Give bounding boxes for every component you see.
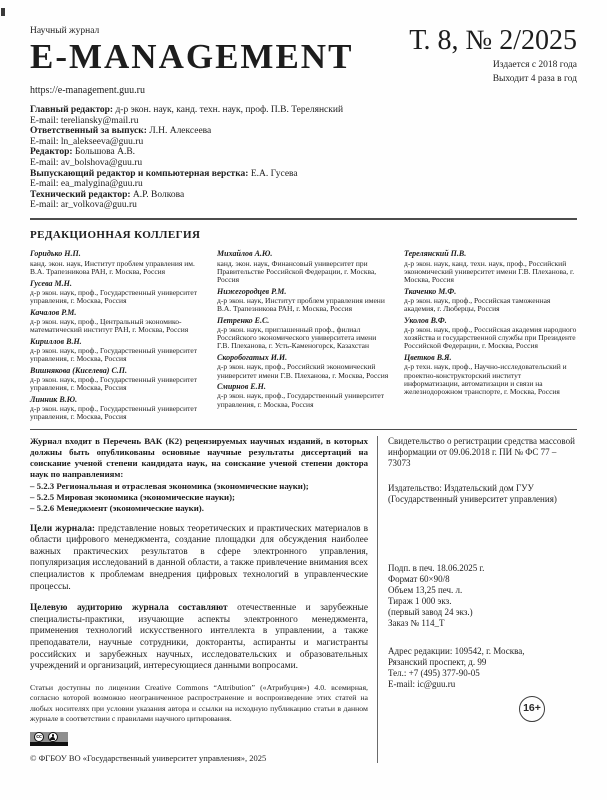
board-member xyxy=(30,338,203,364)
member-desc: д-р экон. наук, приглашенный проф., филиал Российского экономического университета имени Г.В. Плеханова, г. Усть-Каменогорск, Казахстан xyxy=(217,325,377,351)
issue-meta xyxy=(409,59,577,86)
board-member xyxy=(30,367,203,393)
board-column-2 xyxy=(217,247,390,423)
board-member xyxy=(30,309,203,335)
member-desc: д-р техн. наук, проф., Научно-исследовательский и проектно-конструкторский институт информатизации, автоматизации и связи на железнодорожном транспорте, г. Москва, Россия xyxy=(404,362,567,396)
staff-email-line xyxy=(30,200,577,211)
member-name: Скоробогатых И.И. xyxy=(217,353,288,363)
scan-artifact xyxy=(1,8,5,16)
member-desc: канд. экон. наук, Финансовый университет при Правительстве Российской Федерации, г. Москва, Россия xyxy=(217,258,377,285)
editorial-address-line: Адрес редакции: 109542, г. Москва, xyxy=(388,645,525,656)
vak-items xyxy=(30,481,368,514)
board-member xyxy=(217,354,390,380)
staff-email-line xyxy=(30,158,577,169)
member-name: Цветков В.Я. xyxy=(404,353,452,363)
member-name: Терелянский П.В. xyxy=(404,249,467,259)
staff-person: д-р экон. наук, канд. техн. наук, проф. П.В. Терелянский xyxy=(115,105,344,115)
board-column-1 xyxy=(30,247,203,423)
journal-kicker: Научный журнал xyxy=(30,26,100,36)
staff-entry xyxy=(30,169,577,190)
print-info-line: (первый завод 24 экз.) xyxy=(388,606,473,617)
imprint-right-column xyxy=(377,436,577,764)
member-name: Вишнякова (Киселева) С.П. xyxy=(30,365,128,375)
board-member xyxy=(30,250,203,276)
board-member xyxy=(217,288,390,314)
member-desc: д-р экон. наук, проф., Государственный университет управления, г. Москва, Россия xyxy=(217,391,385,409)
published-since: Издается с 2018 года xyxy=(492,60,577,71)
issue-frequency: Выходит 4 раза в год xyxy=(492,73,577,84)
staff-entry xyxy=(30,147,577,168)
staff-email[interactable]: ea_malygina@guu.ru xyxy=(60,179,143,190)
attribution-person-icon xyxy=(48,732,58,742)
staff-entry xyxy=(30,105,577,126)
imprint-left-column xyxy=(30,436,377,764)
board-column-3 xyxy=(404,247,577,423)
staff-email[interactable]: ln_alekseeva@guu.ru xyxy=(60,136,144,147)
board-member xyxy=(217,317,390,351)
staff-email-line xyxy=(30,179,577,190)
board-grid xyxy=(30,247,577,423)
member-name: Линник В.Ю. xyxy=(30,394,78,404)
audience-text: отечественные и зарубежные специалисты-практики, изучающие аспекты электронного менеджмента, применения технологий искусственного интеллекта в управлении, а также преподаватели, научные сотрудники, докторанты, аспиранты и магистранты российских и зарубежных научных, исследовательских и образовательных учреждений и организаций, интересующиеся данными вопросами. xyxy=(30,603,368,672)
member-name: Ткаченко М.Ф. xyxy=(404,286,457,296)
email-label: E-mail: xyxy=(30,115,59,126)
member-desc: д-р экон. наук, проф., Государственный университет управления, г. Москва, Россия xyxy=(30,287,198,305)
editorial-address-line: Тел.: +7 (495) 377-90-05 xyxy=(388,667,480,678)
staff-role-line xyxy=(30,147,577,158)
member-desc: д-р экон. наук, проф., Российская таможенная академия, г. Люберцы, Россия xyxy=(404,295,551,314)
staff-person: Е.А. Гусева xyxy=(250,168,298,179)
board-member xyxy=(404,317,577,351)
publisher-info: Издательство: Издательский дом ГУУ (Государственный университет управления) xyxy=(388,482,557,504)
editorial-address-line[interactable]: E-mail: ic@guu.ru xyxy=(388,678,456,689)
age-rating-badge: 16+ xyxy=(519,696,545,722)
member-desc: д-р экон. наук, проф., Государственный университет управления, г. Москва, Россия xyxy=(30,404,198,422)
board-member xyxy=(30,280,203,306)
journal-title: E-MANAGEMENT xyxy=(30,37,354,76)
registration-certificate: Свидетельство о регистрации средства массовой информации от 09.06.2018 г. ПИ № ФС 77 – 73073 xyxy=(388,435,575,468)
staff-email[interactable]: av_bolshova@guu.ru xyxy=(60,157,143,168)
email-label: E-mail: xyxy=(30,200,59,211)
member-name: Кириллов В.Н. xyxy=(30,336,82,346)
member-name: Горидько Н.П. xyxy=(30,249,81,259)
masthead-left xyxy=(30,26,353,96)
email-label: E-mail: xyxy=(30,179,59,190)
journal-url[interactable]: https://e-management.guu.ru xyxy=(30,85,145,96)
board-member xyxy=(217,250,390,284)
copyright-line: © ФГБОУ ВО «Государственный университет управления», 2025 xyxy=(30,753,267,764)
member-desc: д-р экон. наук, проф., Государственный университет управления, г. Москва, Россия xyxy=(30,345,198,364)
staff-email[interactable]: tereliansky@mail.ru xyxy=(60,115,139,126)
staff-role: Ответственный за выпуск: xyxy=(30,126,147,137)
audience-paragraph xyxy=(30,603,368,673)
print-info-line: Объем 13,25 печ. л. xyxy=(388,584,463,595)
staff-person: Л.Н. Алексеева xyxy=(149,126,212,137)
print-info-line: Тираж 1 000 экз. xyxy=(388,595,452,606)
staff-role: Технический редактор: xyxy=(30,189,131,200)
staff-role: Выпускающий редактор и компьютерная верстка: xyxy=(30,168,249,179)
staff-email-line xyxy=(30,116,577,127)
cc-icon: cc xyxy=(34,732,44,742)
member-name: Нижегородцев Р.М. xyxy=(217,286,287,296)
staff-person: А.Р. Волкова xyxy=(132,189,185,200)
issue-number: Т. 8, № 2/2025 xyxy=(409,25,577,56)
board-member xyxy=(30,396,203,422)
staff-role-line xyxy=(30,126,577,137)
print-info-line: Заказ № 114_Т xyxy=(388,617,445,628)
member-desc: д-р экон. наук, проф., Российский экономический университет имени Г.В. Плеханова, г. Москва, Россия xyxy=(217,362,389,380)
print-info-line: Подп. в печ. 18.06.2025 г. xyxy=(388,562,485,573)
aims-lead: Цели журнала: xyxy=(30,523,96,534)
member-desc: д-р экон. наук, проф., Российская академия народного хозяйства и государственной службы при Президенте Российской Федерации, г. Москва, Россия xyxy=(404,325,577,351)
staff-entry xyxy=(30,126,577,147)
board-member xyxy=(404,288,577,314)
vak-items-line: – 5.2.3 Региональная и отраслевая экономика (экономические науки); xyxy=(30,480,309,491)
license-paragraph: Статьи доступны по лицензии Creative Commons “Attribution” («Атрибуция») 4.0. всемирная, согласно которой возможно неограниченное распространение и воспроизведение этих статей на любых носителях при условии указания автора и ссылки на исходную публикацию статьи в данном журнале в соответствии с правилами научного цитирования. xyxy=(30,682,368,723)
editorial-board-heading: РЕДАКЦИОННАЯ КОЛЛЕГИЯ xyxy=(30,228,201,241)
member-desc: д-р экон. наук, канд. техн. наук, проф., Российский экономический университет имени Г.В. Плеханова, г. Москва, Россия xyxy=(404,258,575,285)
email-label: E-mail: xyxy=(30,136,59,147)
staff-list xyxy=(30,105,577,211)
member-name: Михайлов А.Ю. xyxy=(217,249,273,259)
member-name: Качалов Р.М. xyxy=(30,307,77,317)
staff-role: Главный редактор: xyxy=(30,105,114,115)
staff-role: Редактор: xyxy=(30,147,73,158)
staff-role-line xyxy=(30,105,577,116)
aims-text: представление новых теоретических и практических материалов в области цифрового менеджмента, создание площадки для обсуждения наиболее важных практических результатов в сфере электронного управления, популяризация исследований в данной области, а также привлечение внимания всех специалистов к проблемам внедрения цифровых технологий в управленческие процессы. xyxy=(30,523,369,592)
staff-email-line xyxy=(30,137,577,148)
vak-intro: Журнал входит в Перечень ВАК (К2) рецензируемых научных изданий, в которых должны быть опубликованы основные научные результаты диссертаций на соискание ученой степени кандидата наук, на соискание ученой степени доктора наук по направлениям: xyxy=(30,435,368,479)
print-info xyxy=(388,563,577,629)
vak-items-line: – 5.2.5 Мировая экономика (экономические науки); xyxy=(30,491,235,502)
imprint-section xyxy=(30,436,577,764)
board-member xyxy=(404,250,577,284)
section-divider-top xyxy=(30,218,577,220)
member-desc: д-р экон. наук, проф., Государственный университет управления, г. Москва, Россия xyxy=(30,375,198,393)
staff-role-line xyxy=(30,169,577,180)
staff-email[interactable]: ar_volkova@guu.ru xyxy=(60,200,137,211)
aims-paragraph xyxy=(30,524,368,594)
member-name: Гусева М.Н. xyxy=(30,278,72,288)
masthead xyxy=(30,26,577,96)
vak-items-line: – 5.2.6 Менеджмент (экономические науки). xyxy=(30,502,204,513)
staff-entry xyxy=(30,190,577,211)
section-divider-bottom xyxy=(30,429,577,430)
audience-lead: Целевую аудиторию журнала составляют xyxy=(30,603,228,614)
staff-role-line xyxy=(30,190,577,201)
staff-person: Большова А.В. xyxy=(74,147,136,158)
member-desc: д-р экон. наук, проф., Центральный экономико-математический институт РАН, г. Москва, Россия xyxy=(30,316,189,335)
board-member xyxy=(404,354,577,396)
editorial-board xyxy=(30,229,577,423)
member-name: Петренко Е.С. xyxy=(217,315,270,325)
cc-by-license-badge[interactable] xyxy=(30,732,68,746)
member-desc: канд. экон. наук, Институт проблем управления им. В.А. Трапезникова РАН, г. Москва, Россия xyxy=(30,258,195,276)
member-desc: д-р экон. наук, Институт проблем управления имени В.А. Трапезникова РАН, г. Москва, Россия xyxy=(217,295,385,314)
email-label: E-mail: xyxy=(30,157,59,168)
board-member xyxy=(217,383,390,409)
member-name: Смирнов Е.Н. xyxy=(217,382,266,392)
editorial-address xyxy=(388,646,577,690)
editorial-address-line: Рязанский проспект, д. 99 xyxy=(388,656,487,667)
print-info-line: Формат 60×90/8 xyxy=(388,573,450,584)
member-name: Уколов В.Ф. xyxy=(404,315,447,325)
masthead-right xyxy=(409,26,577,86)
